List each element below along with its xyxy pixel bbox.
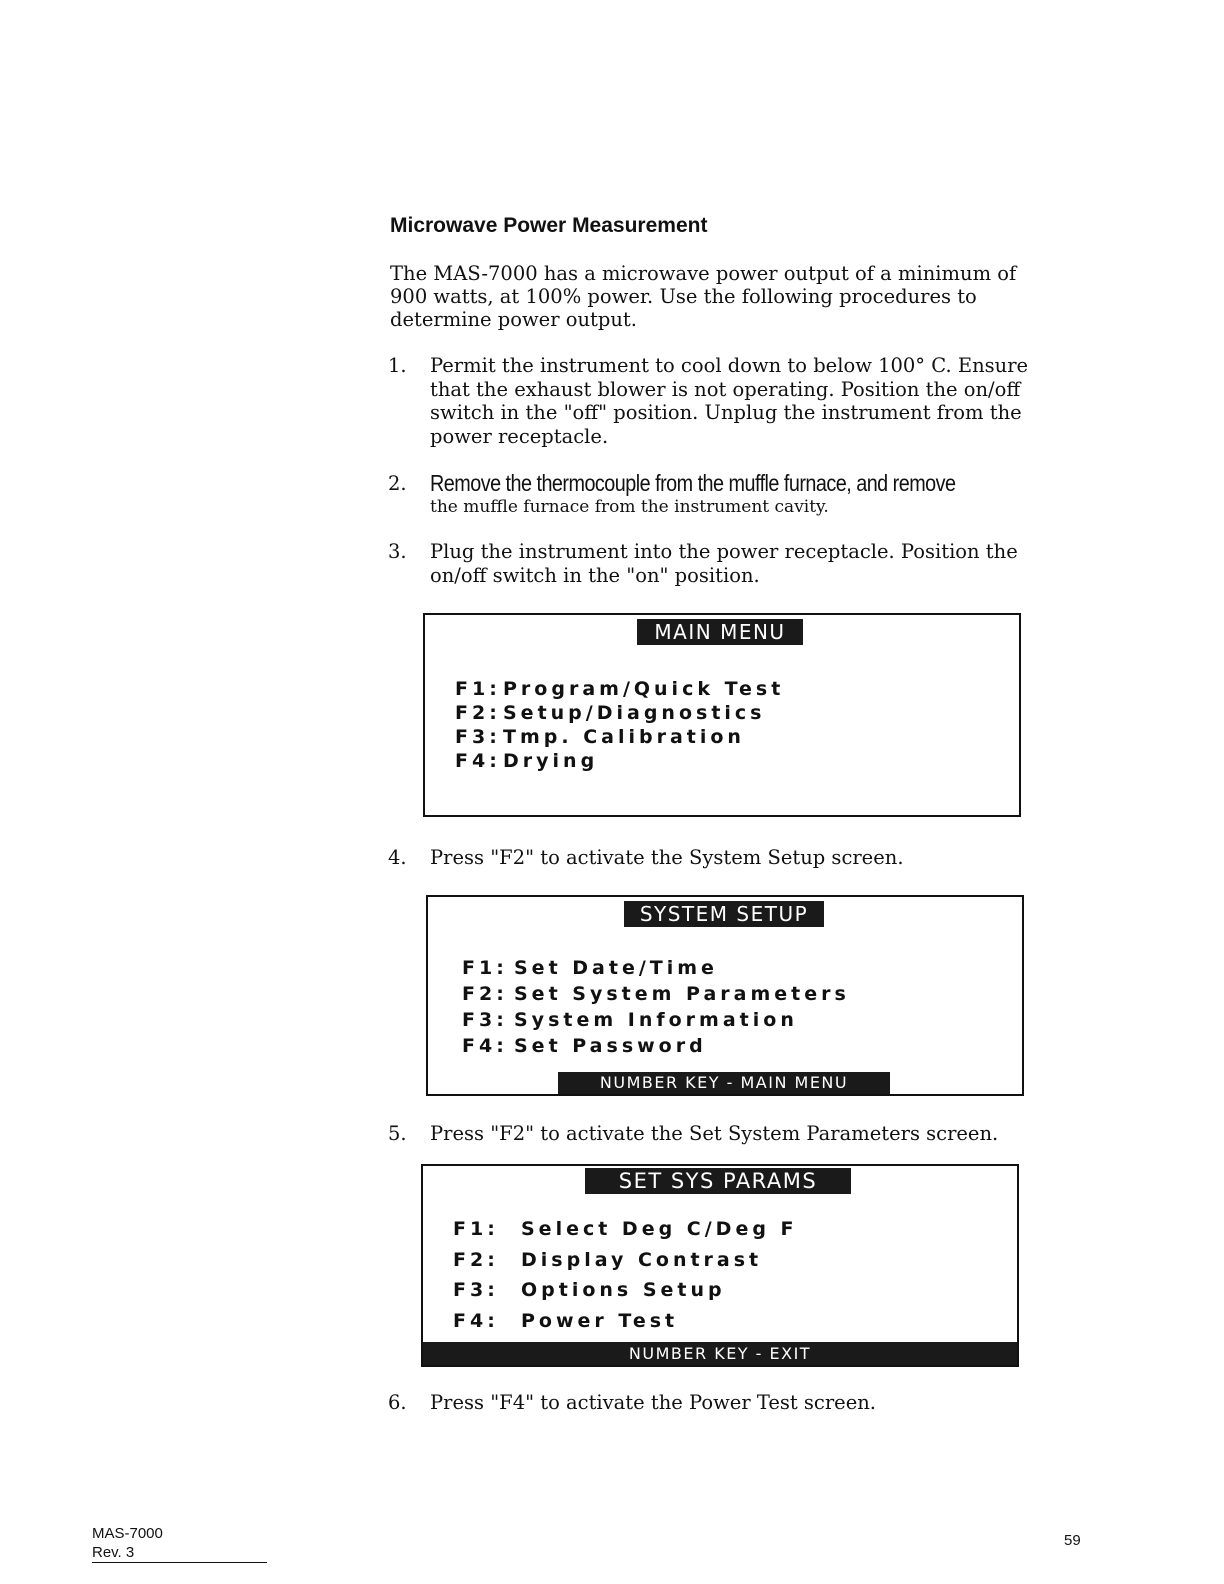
- step-text: Press "F4" to activate the Power Test screen.: [430, 1391, 876, 1414]
- menu-item: F3: System Information: [462, 1009, 798, 1031]
- step-number: 4.: [388, 846, 407, 869]
- menu-item: F2: Setup/Diagnostics: [455, 702, 766, 724]
- menu-item: F4: Set Password: [462, 1035, 707, 1057]
- system-setup-screen: [426, 895, 1024, 1096]
- menu-item: F2: Display Contrast: [453, 1248, 763, 1271]
- step-text-line-1: Remove the thermocouple from the muffle furnace, and remove: [430, 470, 956, 496]
- set-sys-params-footer: NUMBER KEY - EXIT: [423, 1342, 1017, 1365]
- step-number: 6.: [388, 1391, 407, 1414]
- menu-item: F4: Drying: [455, 750, 599, 772]
- set-sys-params-list: [453, 1214, 798, 1336]
- set-sys-params-screen: [421, 1164, 1019, 1367]
- menu-item: F1: Program/Quick Test: [455, 678, 785, 700]
- model-label: MAS-7000: [92, 1525, 163, 1542]
- main-menu-screen: [423, 613, 1021, 817]
- system-setup-footer: NUMBER KEY - MAIN MENU: [558, 1072, 890, 1094]
- step-3: [388, 540, 1058, 587]
- document-footer: [92, 1524, 267, 1563]
- intro-paragraph: The MAS-7000 has a microwave power output of a minimum of 900 watts, at 100% power. Use the following procedures to determine power output.: [390, 262, 1017, 331]
- step-6: [388, 1391, 1058, 1415]
- section-heading: Microwave Power Measurement: [390, 214, 708, 237]
- step-5: [388, 1122, 1058, 1146]
- main-menu-title: MAIN MENU: [637, 619, 803, 645]
- main-menu-list: [455, 677, 784, 773]
- step-text-line-2: the muffle furnace from the instrument cavity.: [430, 496, 829, 517]
- menu-item: F1: Set Date/Time: [462, 957, 718, 979]
- step-text: Plug the instrument into the power receptacle. Position the on/off switch in the "on" position.: [430, 540, 1018, 587]
- step-number: 1.: [388, 354, 407, 377]
- step-1: [388, 354, 1058, 448]
- menu-item: F1: Select Deg C/Deg F: [453, 1218, 798, 1240]
- step-number: 2.: [388, 472, 407, 495]
- step-number: 3.: [388, 540, 407, 563]
- system-setup-title: SYSTEM SETUP: [624, 901, 824, 927]
- step-number: 5.: [388, 1122, 407, 1145]
- system-setup-list: [462, 955, 850, 1059]
- menu-item: F2: Set System Parameters: [462, 983, 850, 1005]
- step-text: Press "F2" to activate the Set System Parameters screen.: [430, 1122, 999, 1145]
- step-2: [388, 472, 1058, 519]
- step-text: Press "F2" to activate the System Setup screen.: [430, 846, 904, 869]
- menu-item: F4: Power Test: [453, 1309, 679, 1332]
- step-text: Permit the instrument to cool down to below 100° C. Ensure that the exhaust blower is not operating. Position the on/off switch in the "off" position. Unplug the instrument from the power receptacle.: [430, 354, 1029, 448]
- menu-item: F3: Tmp. Calibration: [455, 726, 745, 748]
- revision-label: Rev. 3: [92, 1543, 267, 1563]
- set-sys-params-title: SET SYS PARAMS: [585, 1168, 851, 1194]
- step-4: [388, 846, 1058, 870]
- menu-item: F3: Options Setup: [453, 1279, 726, 1301]
- page-number: 59: [1064, 1532, 1081, 1549]
